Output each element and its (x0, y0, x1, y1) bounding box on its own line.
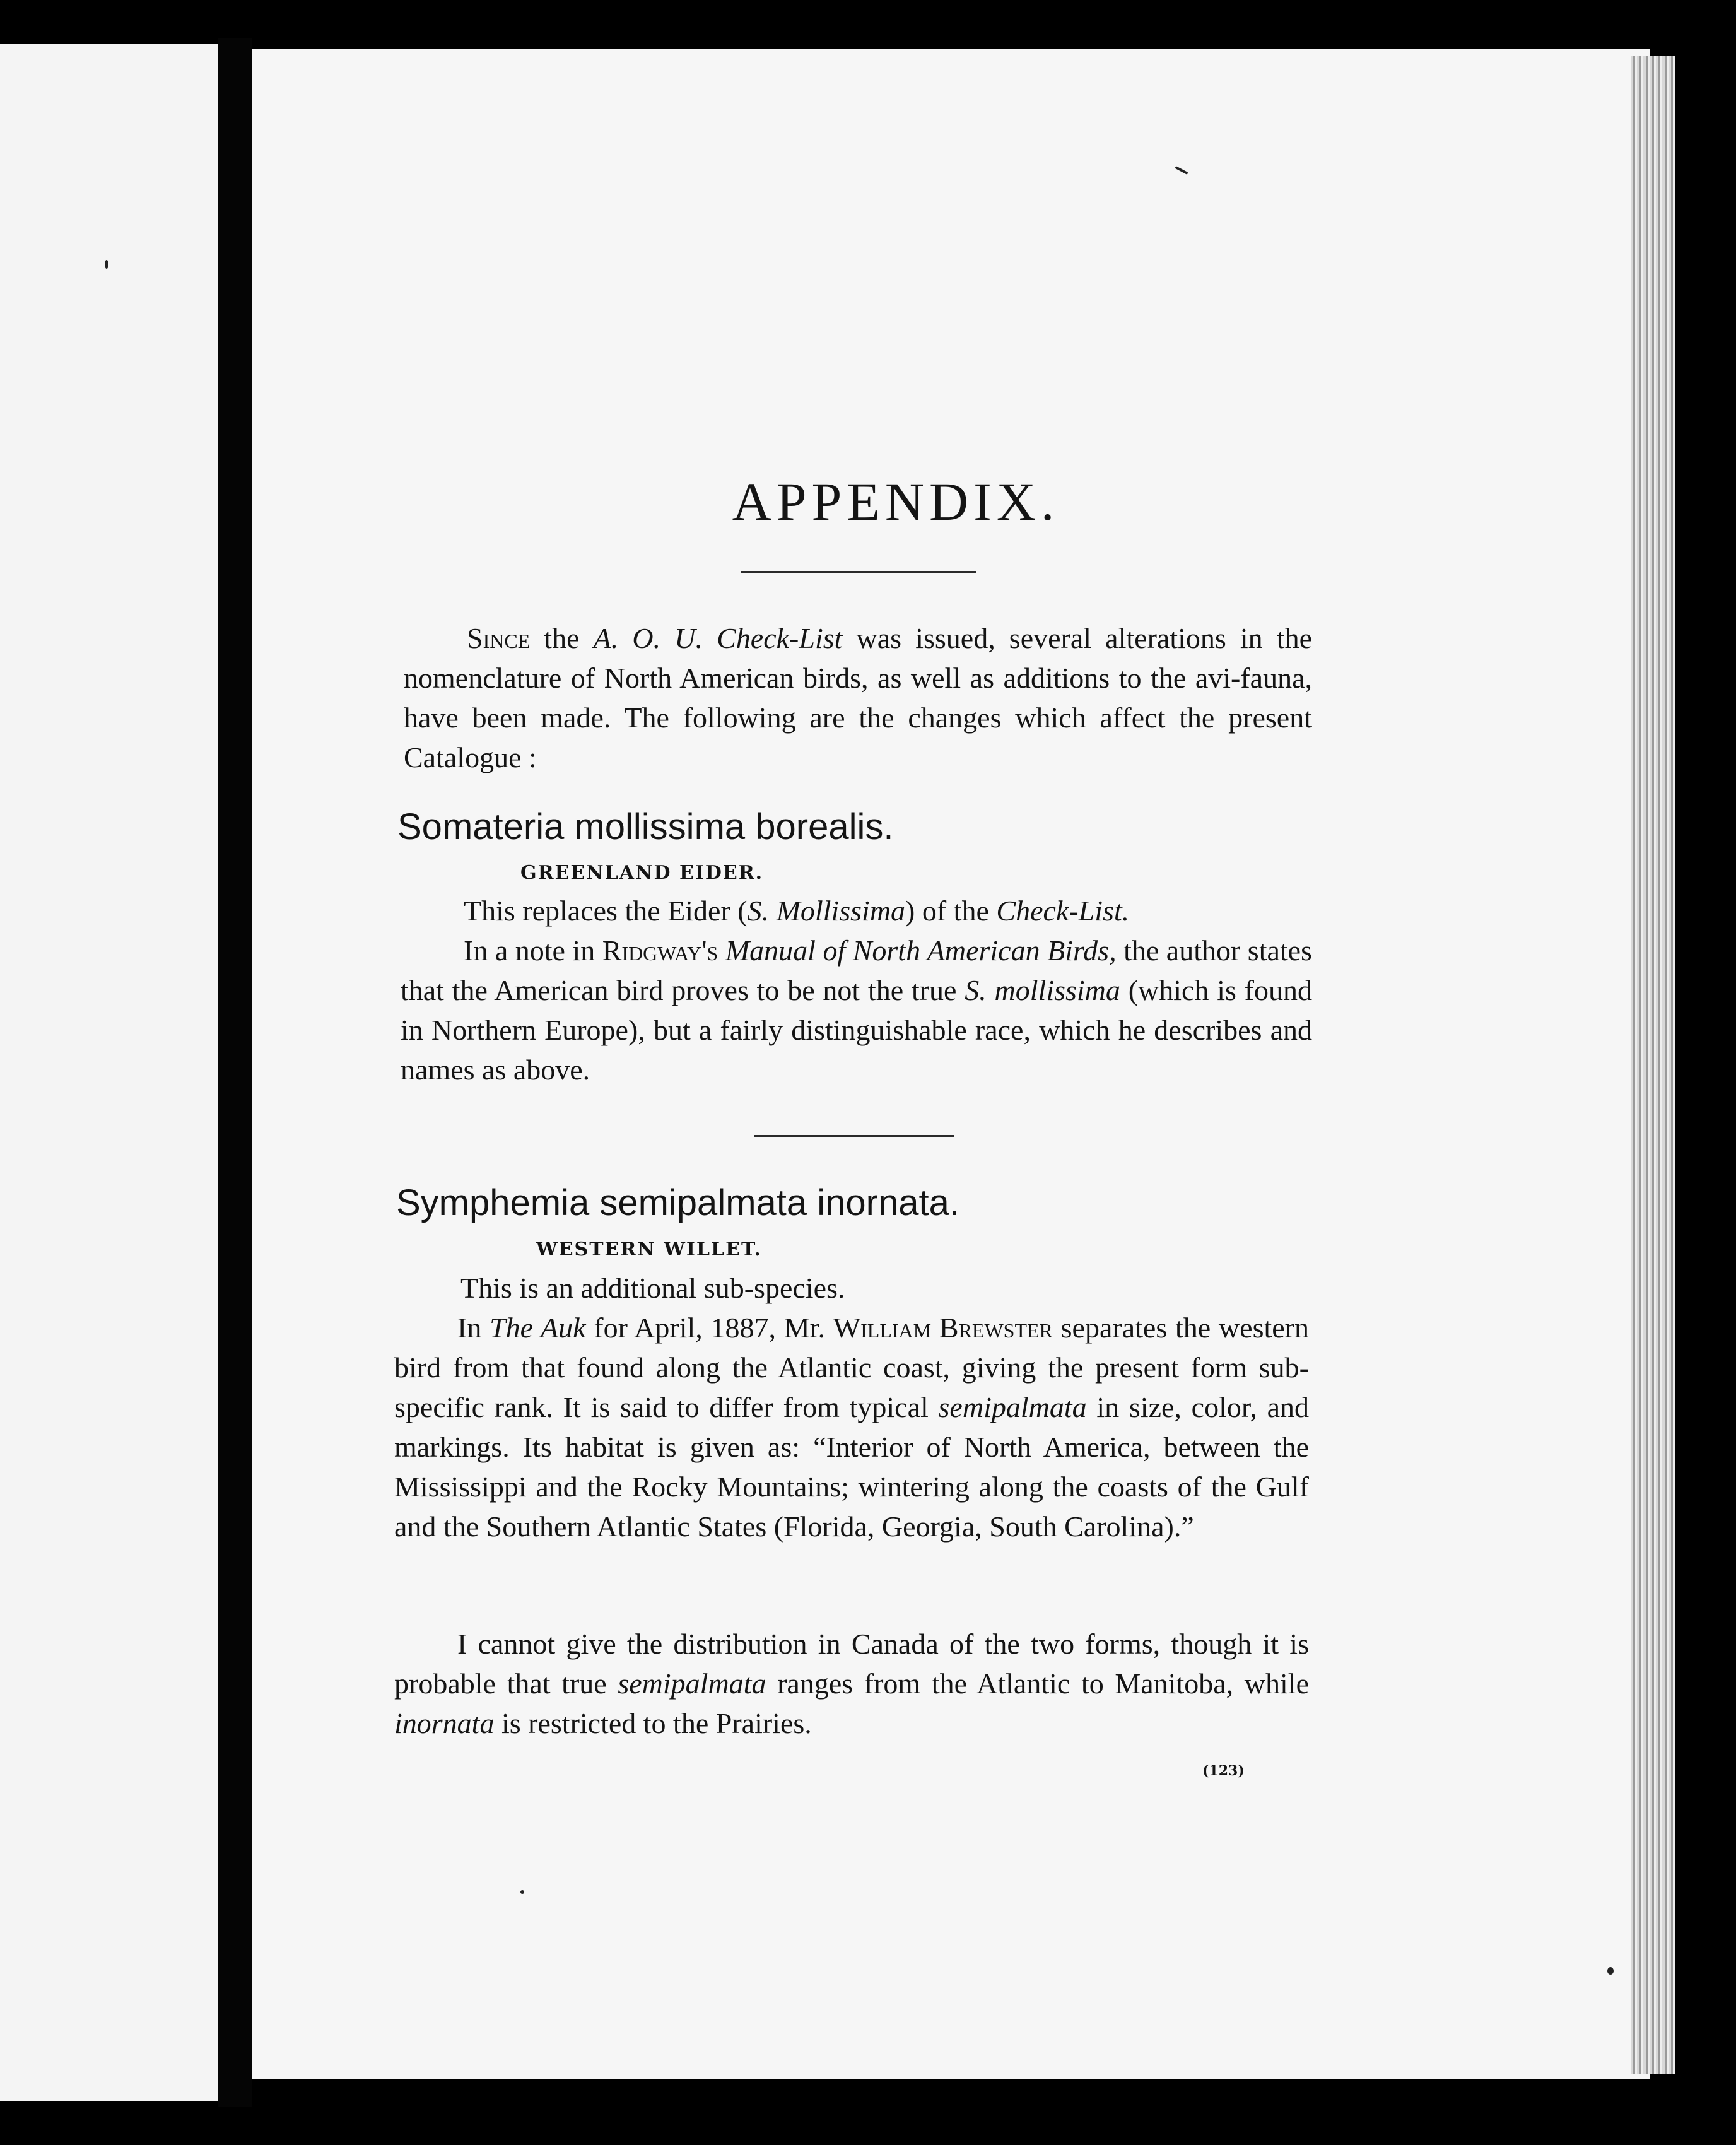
text-run (718, 934, 725, 967)
divider-rule (741, 571, 976, 573)
entry-paragraph (394, 1624, 1309, 1743)
italic-run: semipalmata (938, 1391, 1087, 1423)
scan-speck (1607, 1967, 1614, 1975)
italic-run: inornata (394, 1707, 495, 1739)
common-name: WESTERN WILLET. (536, 1238, 762, 1261)
text-run: ) of the (905, 895, 997, 927)
text-run: ranges from the Atlantic to Manitoba, while (766, 1667, 1309, 1700)
italic-run: The Auk (490, 1312, 586, 1344)
italic-run: Check-List. (996, 895, 1130, 927)
species-heading: Symphemia semipalmata inornata. (396, 1182, 959, 1223)
text-run: the (530, 622, 594, 654)
entry-paragraph (397, 1268, 1309, 1308)
author-name: Ridgway's (602, 934, 718, 967)
text-run: (which is found in Northern Europe), but a fairly distinguishable race, which he describes and names as above. (401, 974, 1312, 1086)
text-run: separates the western bird from that found along the Atlantic coast, giving the present form sub-specific rank. It is said to differ from typical (394, 1312, 1309, 1423)
divider-rule (754, 1135, 954, 1137)
text-run: was issued, several alterations in the nomenclature of North American birds, as well as additions to the avi-fauna, have been made. The following are the changes which affect the present Catalogue : (404, 622, 1312, 773)
lead-word: Since (467, 622, 531, 654)
entry-paragraph (401, 931, 1312, 1090)
text-run: This is an additional sub-species. (460, 1272, 845, 1304)
source-title: A. O. U. Check-List (593, 622, 843, 654)
common-name: GREENLAND EIDER. (520, 862, 764, 884)
italic-run: semipalmata (618, 1667, 766, 1700)
text-run: for April, 1887, Mr. (585, 1312, 833, 1344)
page-number: (123) (1202, 1763, 1245, 1779)
text-run: This replaces the Eider ( (464, 895, 748, 927)
intro-paragraph (404, 618, 1312, 777)
italic-run: Manual of North American Birds, (725, 934, 1117, 967)
italic-run: S. Mollissima (747, 895, 906, 927)
text-run: the author states that the American bird proves to be not the true (401, 934, 1312, 1006)
page-edges (1631, 56, 1675, 2074)
book-gutter (218, 38, 252, 2107)
text-run: In a note in (464, 934, 602, 967)
entry-paragraph (394, 1308, 1309, 1546)
text-run: is restricted to the Prairies. (494, 1707, 812, 1739)
scan-speck (520, 1890, 524, 1894)
species-heading: Somateria mollissima borealis. (397, 806, 894, 847)
text-run: In (457, 1312, 490, 1344)
text-run: I cannot give the distribution in Canada of the two forms, though it is probable that true (394, 1628, 1309, 1700)
scan-speck (105, 260, 108, 269)
facing-page (0, 44, 218, 2101)
text-run: in size, color, and markings. Its habitat is given as: “Interior of North America, between the Mississippi and the Rocky Mountains; wintering along the coasts of the Gulf and the Southern Atlantic States (Florida, Georgia, South Carolina).” (394, 1391, 1309, 1543)
author-name: William Brewster (833, 1312, 1053, 1344)
page-title: APPENDIX. (732, 471, 1060, 532)
italic-run: S. mollissima (965, 974, 1120, 1006)
entry-paragraph (401, 891, 1312, 931)
